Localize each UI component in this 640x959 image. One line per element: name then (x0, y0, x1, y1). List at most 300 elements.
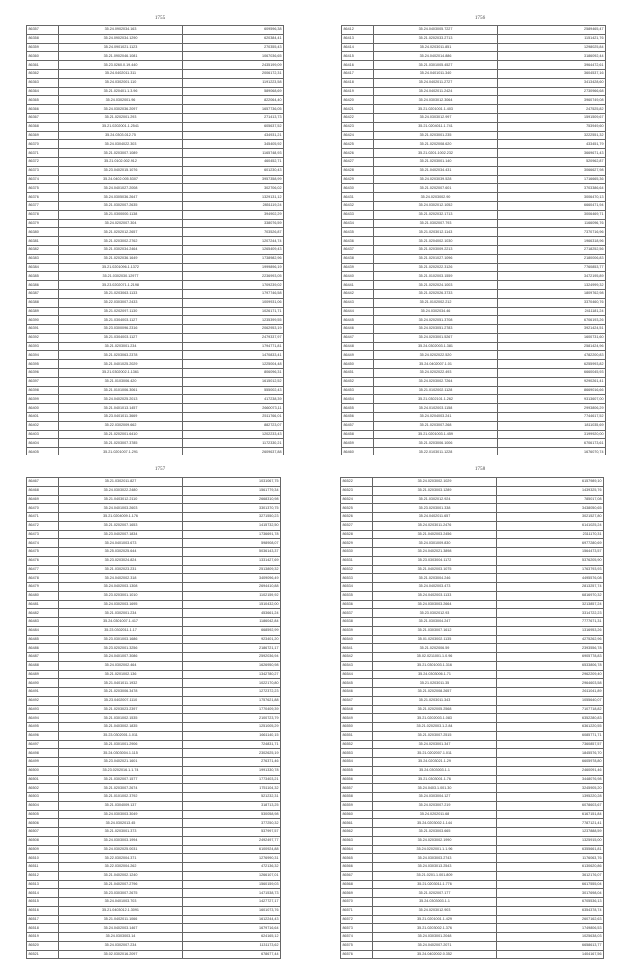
row-id-cell: 86362 (27, 69, 59, 78)
row-id-cell: 86475 (27, 548, 59, 557)
table-row (341, 740, 604, 749)
table-row (27, 845, 281, 854)
amount-cell: 822064,40 (183, 96, 284, 105)
amount-cell: 6078603,67 (497, 801, 604, 810)
row-id-cell: 86418 (342, 78, 374, 87)
row-id-cell: 86368 (27, 122, 59, 131)
row-id-cell: 86481 (27, 600, 59, 609)
code-cell: 35.24.0202011.68 (373, 810, 497, 819)
table-row (27, 924, 281, 933)
code-cell: 35.21.0401013.1457 (59, 404, 183, 413)
table-row (27, 609, 281, 618)
amount-cell: 1679716,64 (183, 924, 281, 933)
table-row (27, 836, 281, 845)
row-id-cell: 86435 (342, 228, 374, 237)
row-id-cell: 86419 (342, 87, 374, 96)
page-title: 1756 (474, 15, 486, 21)
code-cell: 35.21.0101006.3061 (59, 386, 183, 395)
row-id-cell: 86527 (341, 521, 373, 530)
table-row (27, 749, 281, 758)
table-row (341, 836, 604, 845)
row-id-cell: 86367 (27, 113, 59, 122)
row-id-cell: 86417 (342, 69, 374, 78)
table-row (27, 574, 281, 583)
amount-cell: 377250,32 (183, 819, 281, 828)
table-row (341, 705, 604, 714)
row-id-cell: 86371 (27, 149, 59, 158)
amount-cell: 1709239,02 (183, 281, 284, 290)
row-id-cell: 86534 (341, 583, 373, 592)
code-cell: 35.21.0402007.2796 (59, 880, 183, 889)
row-id-cell: 86398 (27, 386, 59, 395)
row-id-cell: 86480 (27, 591, 59, 600)
page-sheet-bottom-right (325, 455, 635, 956)
row-id-cell: 86502 (27, 784, 59, 793)
amount-cell: 9313607,00 (498, 395, 606, 404)
code-cell: 35.24.0402003.1467 (59, 924, 183, 933)
row-id-cell: 86472 (27, 521, 59, 530)
row-id-cell: 86450 (342, 360, 374, 369)
table-row (27, 670, 281, 679)
row-id-cell: 86510 (27, 854, 59, 863)
row-id-cell: 86359 (27, 43, 59, 52)
amount-cell: 1166096,76 (498, 219, 606, 228)
code-cell: 35.24.0203001.347 (373, 740, 497, 749)
row-id-cell: 86572 (341, 915, 373, 924)
table-row (342, 342, 606, 351)
table-row (342, 281, 606, 290)
amount-cell: 1794771,81 (183, 342, 284, 351)
code-cell: 35.21.0301002.1535 (59, 714, 183, 723)
code-cell: 35.21.0203002.2762 (59, 237, 183, 246)
table-row (342, 237, 606, 246)
data-table (341, 25, 606, 510)
amount-cell: 6255993,82 (498, 360, 606, 369)
amount-cell: 1266107,01 (183, 871, 281, 880)
code-cell: 35.24.0901021.1123 (59, 43, 183, 52)
table-row (27, 289, 284, 298)
amount-cell: 4495576,08 (497, 574, 604, 583)
code-cell: 35.21.0302034.2464 (59, 245, 183, 254)
code-cell: 35.23.0302011.1.17 (59, 626, 183, 635)
amount-cell: 598908,07 (183, 539, 281, 548)
table-row (27, 740, 281, 749)
table-row (27, 421, 284, 430)
amount-cell: 703526,87 (183, 228, 284, 237)
amount-cell: 2492497,77 (183, 836, 281, 845)
table-row (27, 766, 281, 775)
amount-cell: 2100723,79 (183, 714, 281, 723)
amount-cell: 609596,38 (183, 26, 284, 35)
code-cell: 35.24.0302012.1052 (374, 201, 498, 210)
amount-cell: 6660471,94 (498, 201, 606, 210)
table-row (27, 122, 284, 131)
table-row (27, 933, 281, 942)
code-cell: 35.23.0402021.1601 (59, 758, 183, 767)
amount-cell: 2393556,78 (497, 644, 604, 653)
table-row (342, 96, 606, 105)
table-row (27, 548, 281, 557)
row-id-cell: 86515 (27, 898, 59, 907)
code-cell: 35.21.0201002.136 (59, 670, 183, 679)
row-id-cell: 86565 (341, 854, 373, 863)
amount-cell: 605637,52 (183, 122, 284, 131)
table-row (342, 193, 606, 202)
row-id-cell: 86562 (341, 828, 373, 837)
row-id-cell: 86468 (27, 486, 59, 495)
table-row (27, 333, 284, 342)
amount-cell: 3245905,20 (497, 784, 604, 793)
code-cell: 35.21.0202006.59 (373, 644, 497, 653)
code-cell: 35.21.0203004.246 (373, 574, 497, 583)
code-cell: 35.21.0203023.2397 (59, 705, 183, 714)
row-id-cell: 86384 (27, 263, 59, 272)
row-id-cell: 86532 (341, 565, 373, 574)
table-row (341, 950, 604, 959)
amount-cell: 6167151,84 (497, 810, 604, 819)
code-cell: 35.23.0202001.3256 (59, 644, 183, 653)
code-cell: 35.24.0203011.2476 (373, 521, 497, 530)
table-row (27, 793, 281, 802)
amount-cell: 6705536,13 (497, 898, 604, 907)
amount-cell: 555002,43 (183, 386, 284, 395)
row-id-cell: 86467 (27, 478, 59, 487)
code-cell: 35.24.0302003.1695 (59, 600, 183, 609)
row-id-cell: 86525 (341, 504, 373, 513)
amount-cell: 2611041,89 (497, 688, 604, 697)
row-id-cell: 86552 (341, 740, 373, 749)
row-id-cell: 86414 (342, 43, 374, 52)
table-row (342, 131, 606, 140)
row-id-cell: 86519 (27, 933, 59, 942)
amount-cell: 394902,29 (183, 210, 284, 219)
amount-cell: 2411181,24 (498, 307, 606, 316)
amount-cell: 724831,71 (183, 740, 281, 749)
code-cell: 35.24.0401003.673 (59, 539, 183, 548)
table-row (342, 430, 606, 439)
code-cell: 35.21.0203003.665 (373, 828, 497, 837)
table-row (342, 61, 606, 70)
code-cell: 35.21.0402002.1240 (59, 871, 183, 880)
row-id-cell: 86432 (342, 201, 374, 210)
row-id-cell: 86392 (27, 333, 59, 342)
table-row (27, 758, 281, 767)
code-cell: 35.24.0202007.304 (59, 219, 183, 228)
amount-cell: 3213857,24 (497, 600, 604, 609)
row-id-cell: 86546 (341, 688, 373, 697)
code-cell: 35.21.0303004.247 (373, 618, 497, 627)
table-row (341, 731, 604, 740)
amount-cell: 882723,07 (183, 421, 284, 430)
code-cell: 35.21.0202005.2568 (373, 705, 497, 714)
row-id-cell: 86451 (342, 369, 374, 378)
row-id-cell: 86453 (342, 386, 374, 395)
row-id-cell: 86458 (342, 430, 374, 439)
table-row (342, 184, 606, 193)
code-cell: 35.21.0201096.1.1372 (59, 263, 183, 272)
table-row (341, 854, 604, 863)
table-row (341, 924, 604, 933)
row-id-cell: 86389 (27, 307, 59, 316)
code-cell: 35.21.0303007.1612 (373, 626, 497, 635)
row-id-cell: 86559 (341, 801, 373, 810)
row-id-cell: 86556 (341, 775, 373, 784)
row-id-cell: 86469 (27, 495, 59, 504)
code-cell: 35.23.0202016.1.1.74 (59, 766, 183, 775)
row-id-cell: 86483 (27, 618, 59, 627)
table-row (27, 688, 281, 697)
table-row (27, 539, 281, 548)
row-id-cell: 86440 (342, 272, 374, 281)
code-cell: 35.21.0201007.1.291 (59, 448, 183, 457)
amount-cell: 1031067,75 (183, 478, 281, 487)
row-id-cell: 86416 (342, 61, 374, 70)
code-cell: 35.21.0204011.1.741 (374, 122, 498, 131)
code-cell: 35.21.0204009.1.176 (59, 513, 183, 522)
row-id-cell: 86506 (27, 819, 59, 828)
amount-cell: 1845576,70 (497, 749, 604, 758)
amount-cell: 433451,79 (498, 140, 606, 149)
amount-cell: 1657736,05 (183, 105, 284, 114)
code-cell: 35.21.0103006.420 (59, 377, 183, 386)
table-row (27, 530, 281, 539)
row-id-cell: 86366 (27, 105, 59, 114)
amount-cell: 2851119,24 (183, 201, 284, 210)
row-id-cell: 86397 (27, 377, 59, 386)
code-cell: 35.24.0403005.7227 (374, 26, 498, 35)
amount-cell: 1601073,76 (183, 906, 281, 915)
table-row (27, 131, 284, 140)
table-row (342, 228, 606, 237)
table-row (27, 52, 284, 61)
row-id-cell: 86394 (27, 351, 59, 360)
code-cell: 35.21.0403012.2110 (59, 495, 183, 504)
amount-cell: 417238,39 (183, 395, 284, 404)
row-id-cell: 86390 (27, 316, 59, 325)
table-row (342, 421, 606, 430)
amount-cell: 1612244,43 (183, 915, 281, 924)
row-id-cell: 86429 (342, 175, 374, 184)
table-row (341, 766, 604, 775)
amount-cell: 1415732,50 (183, 521, 281, 530)
amount-cell: 1591509,67 (498, 113, 606, 122)
row-id-cell: 86560 (341, 810, 373, 819)
row-id-cell: 86486 (27, 644, 59, 653)
table-row (341, 530, 604, 539)
code-cell: 35.24.0401003.703 (59, 898, 183, 907)
row-id-cell: 86439 (342, 263, 374, 272)
row-id-cell: 86501 (27, 775, 59, 784)
amount-cell: 620384,41 (183, 34, 284, 43)
amount-cell: 247525,82 (498, 105, 606, 114)
amount-cell: 1560159,03 (183, 880, 281, 889)
code-cell: 35.24.0402003.1133 (373, 591, 497, 600)
amount-cell: 1471538,73 (183, 889, 281, 898)
code-cell: 35.23.0302012.93 (373, 609, 497, 618)
amount-cell: 1102159,92 (183, 591, 281, 600)
row-id-cell: 86383 (27, 254, 59, 263)
amount-cell: 1991330,78 (183, 766, 281, 775)
amount-cell: 1809762,98 (498, 289, 606, 298)
row-id-cell: 86459 (342, 439, 374, 448)
table-row (27, 157, 284, 166)
row-id-cell: 86395 (27, 360, 59, 369)
table-row (342, 175, 606, 184)
code-cell: 35.21.0203003.1289 (373, 486, 497, 495)
code-cell: 35.23.0203024.824 (59, 556, 183, 565)
table-row (27, 626, 281, 635)
code-cell: 35.23.0301003.1686 (59, 635, 183, 644)
row-id-cell: 86518 (27, 924, 59, 933)
table-row (341, 653, 604, 662)
amount-cell: 1276990,31 (183, 854, 281, 863)
code-cell: 35.23.0402015.1076 (59, 166, 183, 175)
code-cell: 35.21.0204002.1030 (374, 237, 498, 246)
amount-cell: 1298025,84 (498, 43, 606, 52)
amount-cell: 2668310,98 (183, 495, 281, 504)
row-id-cell: 86516 (27, 906, 59, 915)
row-id-cell: 86530 (341, 548, 373, 557)
amount-cell: 345405,92 (183, 140, 284, 149)
table-row (27, 775, 281, 784)
code-cell: 35.23.0303007.2675 (59, 889, 183, 898)
row-id-cell: 86396 (27, 369, 59, 378)
code-cell: 35.21.0203009.2213 (374, 245, 498, 254)
code-cell: 35.21.0202012.2657 (59, 228, 183, 237)
table-row (27, 113, 284, 122)
amount-cell: 3612176,07 (497, 871, 604, 880)
table-row (341, 609, 604, 618)
table-row (27, 784, 281, 793)
table-row (342, 166, 606, 175)
code-cell: 35.21.0302001.234 (59, 609, 183, 618)
row-id-cell: 86375 (27, 184, 59, 193)
code-cell: 35.24.0401003.2603 (59, 504, 183, 513)
row-id-cell: 86360 (27, 52, 59, 61)
table-row (27, 950, 281, 959)
amount-cell: 1736691,78 (183, 530, 281, 539)
amount-cell: 1470833,41 (183, 351, 284, 360)
row-id-cell: 86470 (27, 504, 59, 513)
code-cell: 35.22.0103011.1228 (374, 448, 498, 457)
table-row (27, 228, 284, 237)
table-row (341, 758, 604, 767)
amount-cell: 1395220,28 (497, 793, 604, 802)
code-cell: 35.21.0202001.6410 (59, 430, 183, 439)
row-id-cell: 86566 (341, 863, 373, 872)
page-title: 1758 (474, 466, 486, 472)
row-id-cell: 86430 (342, 184, 374, 193)
amount-cell: 3604537,16 (498, 69, 606, 78)
table-row (341, 828, 604, 837)
row-id-cell: 86542 (341, 653, 373, 662)
table-row (341, 819, 604, 828)
amount-cell: 6977280,69 (497, 539, 604, 548)
amount-cell: 1331427,69 (183, 556, 281, 565)
table-row (341, 933, 604, 942)
table-row (27, 871, 281, 880)
page-sheet-top-right (325, 5, 635, 454)
table-row (27, 96, 284, 105)
table-row (27, 395, 284, 404)
code-cell: 35.23.0302001.1.011 (59, 731, 183, 740)
row-id-cell: 86507 (27, 828, 59, 837)
amount-cell: 2186721,17 (183, 644, 281, 653)
amount-cell: 2460091,46 (497, 766, 604, 775)
amount-cell: 3669671,43 (498, 149, 606, 158)
row-id-cell: 86569 (341, 889, 373, 898)
amount-cell: 521232,31 (183, 793, 281, 802)
code-cell: 35.23.0203001.1010 (59, 591, 183, 600)
code-cell: 35.24.0203001.5267 (374, 333, 498, 342)
table-row (27, 149, 284, 158)
amount-cell: 6605978,80 (497, 758, 604, 767)
amount-cell: 2607162,63 (497, 915, 604, 924)
row-id-cell: 86433 (342, 210, 374, 219)
table-row (341, 618, 604, 627)
table-row (342, 43, 606, 52)
table-row (27, 210, 284, 219)
table-row (27, 201, 284, 210)
row-id-cell: 86421 (342, 105, 374, 114)
data-table (26, 25, 284, 510)
amount-cell: 434931,21 (183, 131, 284, 140)
amount-cell: 6354378,74 (497, 906, 604, 915)
code-cell: 35.02.0211001.1.0.96 (373, 653, 497, 662)
table-row (342, 316, 606, 325)
row-id-cell: 86491 (27, 688, 59, 697)
table-row (27, 263, 284, 272)
code-cell: 35.21.0202007.177 (373, 889, 497, 898)
code-cell: 35.21.0902046.1081 (59, 52, 183, 61)
table-row (27, 513, 281, 522)
amount-cell: 1225004,48 (183, 360, 284, 369)
row-id-cell: 86382 (27, 245, 59, 254)
code-cell: 35.24.0303012.3064 (374, 96, 498, 105)
table-row (341, 504, 604, 513)
row-id-cell: 86484 (27, 626, 59, 635)
row-id-cell: 86561 (341, 819, 373, 828)
table-row (341, 793, 604, 802)
table-row (342, 413, 606, 422)
table-row (27, 78, 284, 87)
table-row (27, 915, 281, 924)
amount-cell: 3448076,98 (497, 775, 604, 784)
code-cell: 35.24.0302007.234 (59, 941, 183, 950)
code-cell: 35.24.0302034.46 (374, 307, 498, 316)
table-row (342, 254, 606, 263)
table-row (341, 670, 604, 679)
table-row (342, 272, 606, 281)
amount-cell: 6130620,86 (497, 863, 604, 872)
code-cell: 35.21.0102002.1128 (374, 386, 498, 395)
row-id-cell: 86533 (341, 574, 373, 583)
row-id-cell: 86370 (27, 140, 59, 149)
row-id-cell: 86568 (341, 880, 373, 889)
code-cell: 35.21.0202032.1713 (374, 210, 498, 219)
page-sheet-top-left (5, 5, 315, 454)
code-cell: 35.21.0201003.1.459 (374, 430, 498, 439)
table-row (27, 245, 284, 254)
table-row (27, 69, 284, 78)
row-id-cell: 86563 (341, 836, 373, 845)
table-row (27, 941, 281, 950)
code-cell: 35.21.0402003.1075 (373, 565, 497, 574)
amount-cell: 668592,99 (183, 626, 281, 635)
row-id-cell: 86391 (27, 325, 59, 334)
code-cell: 35.24.0202022.493 (374, 369, 498, 378)
amount-cell: 2236993,05 (183, 272, 284, 281)
